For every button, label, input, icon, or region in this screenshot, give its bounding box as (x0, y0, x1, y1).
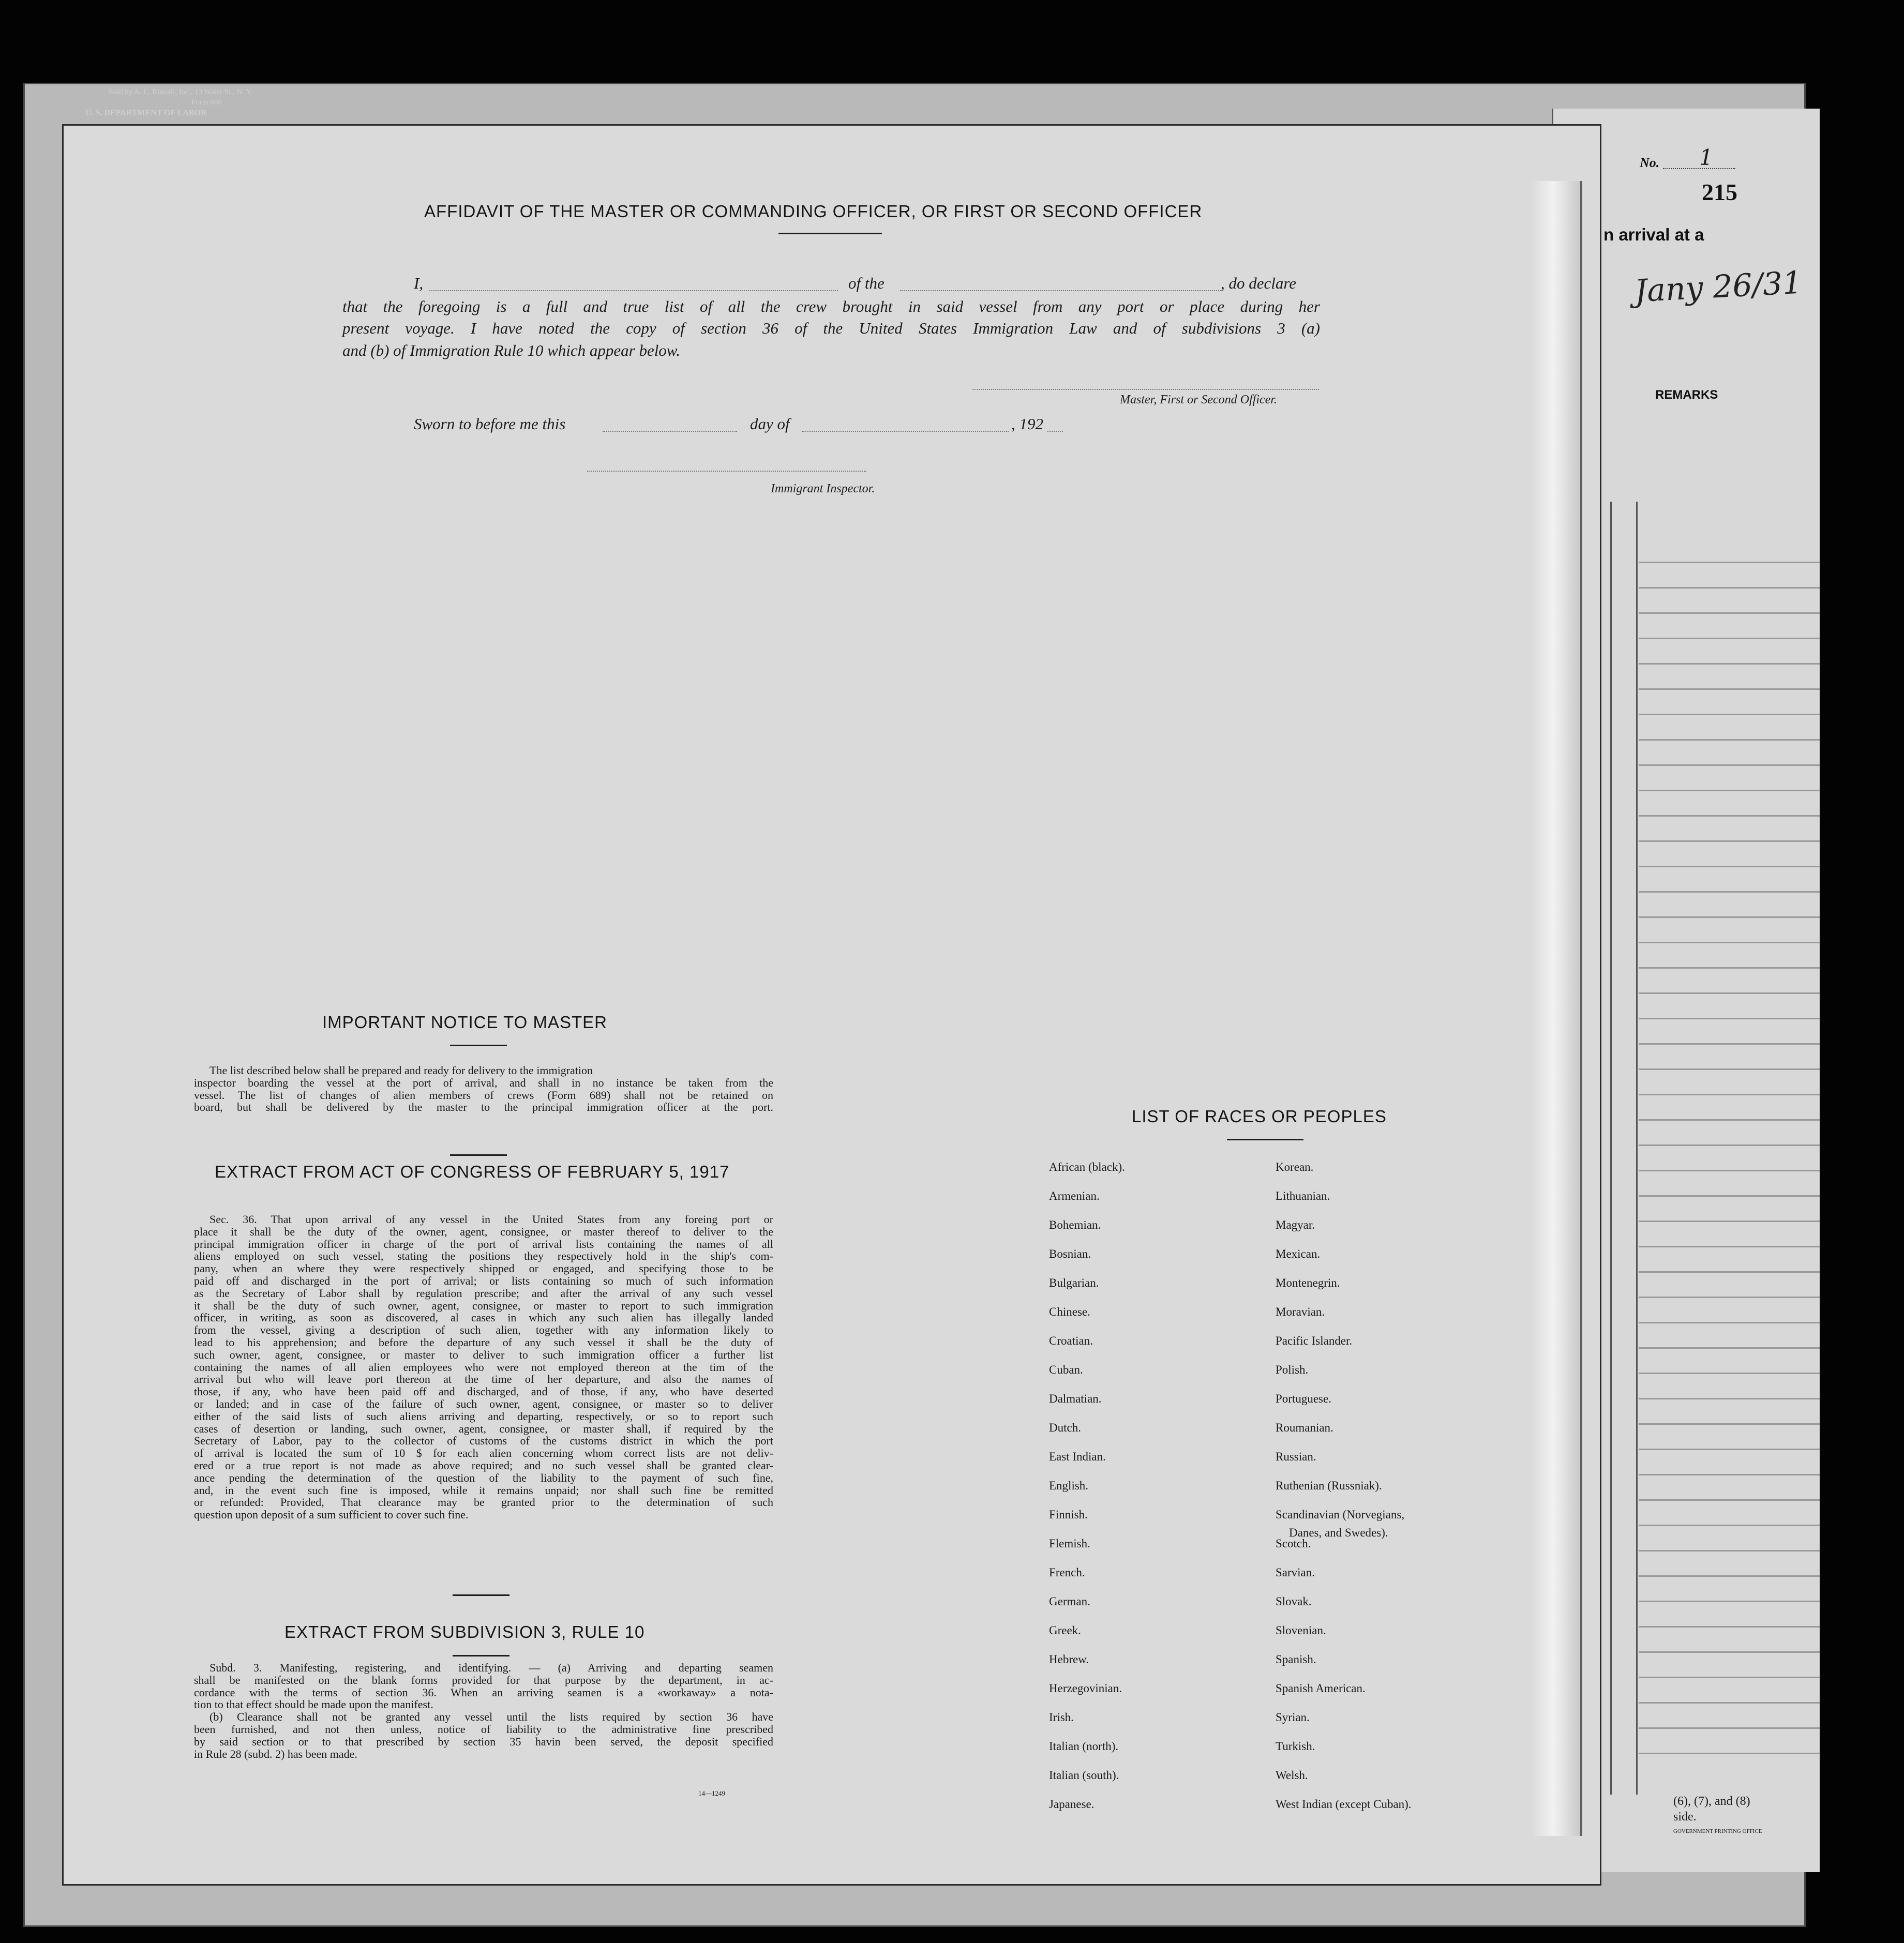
torn-edge (1531, 181, 1582, 1836)
sworn-day-of: day of (750, 415, 790, 433)
form-number-back: Form 680 (191, 98, 222, 107)
race-item: Mexican. (1276, 1247, 1321, 1260)
race-item: East Indian. (1049, 1450, 1106, 1463)
ruled-lines (1639, 538, 1820, 1764)
printing-office-imprint: GOVERNMENT PRINTING OFFICE (1673, 1828, 1762, 1834)
section-rule (453, 1655, 509, 1656)
department-imprint: U. S. DEPARTMENT OF LABOR (85, 109, 207, 117)
race-item: Roumanian. (1276, 1421, 1333, 1434)
act-line: arrival but who will leave port thereon at the time of her departure, and also the names of (194, 1373, 773, 1386)
race-item: Croatian. (1049, 1334, 1093, 1347)
race-item: Polish. (1276, 1363, 1309, 1376)
act-line: or refunded: Provided, That clearance may be granted prior to the determination of such (194, 1496, 773, 1509)
signature-label: Master, First or Second Officer. (1120, 393, 1277, 406)
races-title: LIST OF RACES OR PEOPLES (1132, 1107, 1387, 1126)
footer-fragment: side. (1673, 1810, 1697, 1824)
signature-line[interactable] (972, 389, 1319, 390)
notice-rule (450, 1045, 507, 1046)
sworn-year-blank[interactable] (1047, 430, 1063, 432)
race-item: Slovenian. (1276, 1624, 1326, 1637)
act-line: principal immigration officer in charge of the port of arrival lists containing the names of all (194, 1237, 773, 1251)
races-column-1 (1049, 1161, 1125, 1827)
act-line: officer, in writing, as soon as discovered, al cases in which any such alien has illegally landed (194, 1311, 773, 1324)
extract-act-text (194, 1213, 773, 1521)
affidavit-title: AFFIDAVIT OF THE MASTER OR COMMANDING OFFICER, OR FIRST OR SECOND OFFICER (424, 202, 1203, 221)
race-item: English. (1049, 1479, 1089, 1492)
list-number-label: No. (1640, 155, 1660, 170)
extract-rule-title: EXTRACT FROM SUBDIVISION 3, RULE 10 (284, 1622, 645, 1641)
act-line: from the vessel, giving a description of such alien, together with any information likely to (194, 1323, 773, 1337)
footer-fragment: (6), (7), and (8) (1673, 1795, 1750, 1808)
extract-act-title: EXTRACT FROM ACT OF CONGRESS OF FEBRUARY 5, 1917 (215, 1162, 730, 1181)
sworn-year: , 192 (1011, 415, 1043, 433)
arrival-header-fragment: n arrival at a (1603, 225, 1704, 244)
rule-line: tion to that effect should be made upon the manifest. (194, 1698, 433, 1711)
race-item: Magyar. (1276, 1218, 1315, 1231)
handwritten-date: Jany 26/31 (1633, 264, 1803, 310)
race-item: Armenian. (1049, 1189, 1100, 1202)
title-rule (778, 233, 882, 234)
race-item: Dutch. (1049, 1421, 1081, 1434)
race-item: Pacific Islander. (1276, 1334, 1353, 1347)
notice-line: vessel. The list of changes of alien members of crews (Form 689) shall not be retained on (194, 1088, 773, 1102)
race-item: Finnish. (1049, 1508, 1088, 1521)
act-line: pany, when an where they were respectively shipped or engaged, and specifying those to be (194, 1262, 773, 1275)
notice-line: The list described below shall be prepared and ready for delivery to the immigration (209, 1064, 593, 1077)
race-item: Hebrew. (1049, 1653, 1089, 1666)
inspector-line[interactable] (587, 471, 866, 472)
act-line: as the Secretary of Labor shall by regulation prescribe; and after the arrival of any such vessel (194, 1286, 773, 1300)
race-item: Bohemian. (1049, 1218, 1101, 1231)
rule-line: by said section or to that prescribed by section 35 havin been served, the deposit specified (194, 1735, 773, 1748)
rule-line: shall be manifested on the blank forms provided for that purpose by the department, in ac- (194, 1673, 773, 1686)
list-number-handwritten: 1 (1699, 145, 1713, 170)
race-item: Spanish American. (1276, 1682, 1366, 1695)
rule-line: been furnished, and not then unless, notice of liability to the administrative fine prescribed (194, 1722, 773, 1736)
race-item: Bulgarian. (1049, 1276, 1099, 1289)
vessel-blank[interactable] (900, 290, 1221, 291)
race-item: Bosnian. (1049, 1247, 1091, 1260)
race-item: German. (1049, 1595, 1090, 1608)
race-item: Welsh. (1276, 1769, 1308, 1782)
affidavit-of-the: of the (848, 274, 884, 292)
race-item: Turkish. (1276, 1740, 1315, 1753)
affidavit-line: and (b) of Immigration Rule 10 which appear below. (342, 341, 680, 359)
race-item: Russian. (1276, 1450, 1316, 1463)
race-item: Cuban. (1049, 1363, 1083, 1376)
race-item: Montenegrin. (1276, 1276, 1340, 1289)
important-notice-text (194, 1064, 773, 1113)
act-line: question upon deposit of a sum sufficient to cover such fine. (194, 1508, 469, 1522)
race-item: Dalmatian. (1049, 1392, 1102, 1405)
race-item: Chinese. (1049, 1305, 1090, 1318)
act-line: or landed; and in case of the failure of such owner, agent, consignee, or master so to deliver (194, 1397, 773, 1410)
act-line: paid off and discharged in the port of arrival; or lists containing so much of such information (194, 1274, 773, 1287)
rule-line: cordance with the terms of section 36. When an arriving seamen is a «workaway» a nota- (194, 1685, 773, 1699)
affidavit-i: I, (414, 274, 424, 292)
race-item: Lithuanian. (1276, 1189, 1330, 1202)
races-rule (1227, 1139, 1303, 1140)
act-line: cases of desertion or landing, such owner, agent, consignee, or master shall, if required by the (194, 1422, 773, 1435)
act-line: either of the said lists of such aliens arriving and departing, respectively, or so to report such (194, 1409, 773, 1423)
race-item: Portuguese. (1276, 1392, 1331, 1405)
race-item: French. (1049, 1566, 1085, 1579)
rule-line: Subd. 3. Manifesting, registering, and identifying. — (a) Arriving and departing seamen (209, 1661, 773, 1674)
race-item: Sarvian. (1276, 1566, 1315, 1579)
race-item: Scandinavian (Norvegians, (1276, 1508, 1405, 1521)
race-item: Korean. (1276, 1161, 1314, 1173)
affidavit-do-declare: , do declare (1221, 274, 1297, 292)
printer-imprint: Sold by A. L. Russell, Inc., 13 Water St., N. Y. (109, 88, 253, 96)
race-item: Japanese. (1049, 1798, 1095, 1811)
remarks-header: REMARKS (1655, 388, 1718, 402)
name-blank[interactable] (429, 290, 838, 291)
race-item: Spanish. (1276, 1653, 1316, 1666)
rule-line: (b) Clearance shall not be granted any vessel until the lists required by section 36 have (209, 1710, 773, 1724)
column-divider (1636, 502, 1638, 1795)
race-item: Moravian. (1276, 1305, 1325, 1318)
act-line: place it shall be the duty of the owner, agent, consignee, or master thereof to deliver to the (194, 1225, 773, 1238)
sworn-month-blank[interactable] (802, 430, 1009, 432)
race-item: Italian (south). (1049, 1769, 1119, 1782)
race-item: Italian (north). (1049, 1740, 1119, 1753)
sworn-text: Sworn to before me this (414, 415, 566, 433)
race-item: Ruthenian (Russniak). (1276, 1479, 1382, 1492)
race-item: Slovak. (1276, 1595, 1312, 1608)
race-item: West Indian (except Cuban). (1276, 1798, 1412, 1811)
rule-line: in Rule 28 (subd. 2) has been made. (194, 1747, 357, 1760)
extract-rule-text (194, 1662, 773, 1760)
act-line: Sec. 36. That upon arrival of any vessel in the United States from any foreing port or (209, 1213, 773, 1226)
notice-line: board, but shall be delivered by the master to the principal immigration officer at the port. (194, 1101, 773, 1114)
section-rule (453, 1594, 509, 1596)
sheet-page-number: 215 (1702, 179, 1737, 205)
inspector-label: Immigrant Inspector. (771, 482, 875, 495)
race-item: Herzegovinian. (1049, 1682, 1122, 1695)
act-line: Secretary of Labor, pay to the collector of customs of the customs district in which the port (194, 1434, 773, 1448)
affidavit-line: present voyage. I have noted the copy of section 36 of the United States Immigration Law and of subdivisions 3 (a) (342, 319, 1320, 337)
act-line: such owner, agent, consignee, or master to deliver to such immigration officer a further list (194, 1348, 773, 1361)
act-line: ered or a true report is not made as above required; and no such vessel shall be granted clear- (194, 1458, 773, 1472)
races-column-2 (1276, 1161, 1412, 1827)
important-notice-title: IMPORTANT NOTICE TO MASTER (322, 1013, 608, 1032)
column-divider (1610, 502, 1612, 1795)
race-item: Syrian. (1276, 1711, 1310, 1724)
race-continuation: Danes, and Swedes). (1289, 1526, 1388, 1539)
act-line: it shall be the duty of such owner, agent, consignee, or master to report to such immigration (194, 1299, 773, 1312)
act-line: containing the names of all alien employees who were not employed thereon at the tim of the (194, 1360, 773, 1374)
form-number: 14—1249 (698, 1789, 725, 1797)
race-item: Greek. (1049, 1624, 1081, 1637)
act-line: of arrival is located the sum of 10 $ for each alien concerning whom correct lists are not deliv- (194, 1447, 773, 1460)
affidavit-line: that the foregoing is a full and true list of all the crew brought in said vessel from any port or place during her (342, 297, 1320, 315)
act-line: aliens employed on such vessel, stating the positions they respectively hold in the ship's com- (194, 1249, 773, 1263)
race-item: Flemish. (1049, 1537, 1090, 1550)
sworn-day-blank[interactable] (603, 430, 737, 432)
notice-line: inspector boarding the vessel at the port of arrival, and shall in no instance be taken from the (194, 1076, 773, 1089)
race-item: African (black). (1049, 1161, 1125, 1173)
section-rule (450, 1154, 507, 1156)
act-line: lead to his apprehension; and before the departure of any such vessel it shall be the duty of (194, 1335, 773, 1349)
act-line: those, if any, who have been paid off and discharged, and of those, if any, who have deserted (194, 1385, 773, 1398)
act-line: and, in the event such fine is imposed, while it remains unpaid; nor shall such fine be remitted (194, 1483, 773, 1497)
race-item: Irish. (1049, 1711, 1074, 1724)
act-line: ance pending the determination of the question of the liability to the payment of such fine, (194, 1471, 773, 1484)
race-item: Scotch. (1276, 1537, 1311, 1550)
